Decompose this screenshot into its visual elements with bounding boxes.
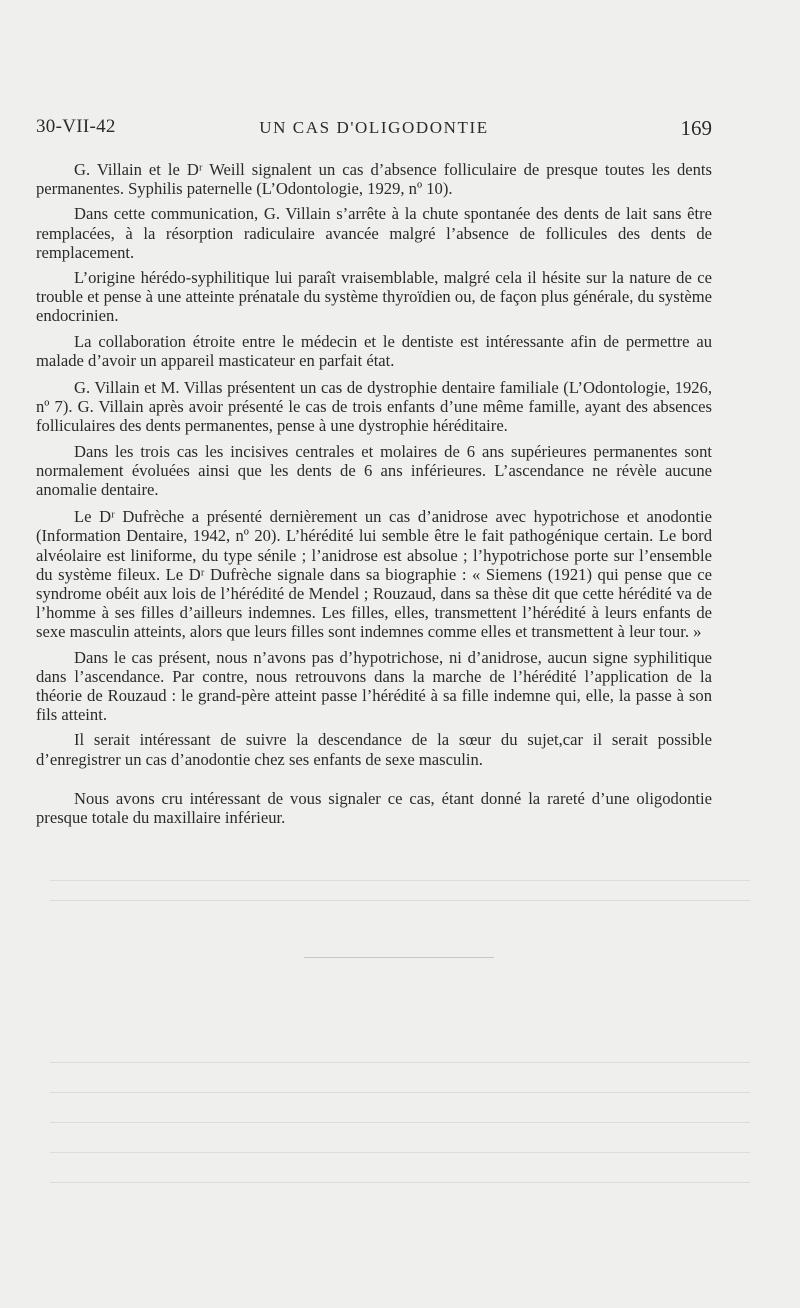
show-through-line [50,880,750,881]
header-date: 30-VII-42 [36,116,116,137]
header-title: UN CAS D'OLIGODONTIE [259,118,489,137]
document-page [36,0,712,1308]
show-through-line [50,1152,750,1153]
paragraph-cas-present: Dans le cas présent, nous n’avons pas d’hypotrichose, ni d’anidrose, aucun signe syphilitique dans l’ascendance. Par contre, nous retrouvons dans la marche de l’hérédité l’application de la théorie de Rouzaud : le grand-père atteint passe l’hérédité à sa fille indemne qui, elle, la passe à son fils atteint. [36,647,712,725]
paragraph-conclusion: Nous avons cru intéressant de vous signaler ce cas, étant donné la rareté d’une oligodontie presque totale du maxillaire inférieur. [36,788,712,828]
show-through-rule [304,957,494,958]
paragraph-collaboration: La collaboration étroite entre le médecin et le dentiste est intéressante afin de permettre au malade d’avoir un appareil masticateur en parfait état. [36,331,712,370]
paragraph-origine: L’origine hérédo-syphilitique lui paraît vraisemblable, malgré cela il hésite sur la nature de ce trouble et pense à une atteinte prénatale du système thyroïdien ou, de façon plus générale, du système endocrinien. [36,268,712,326]
show-through-line [50,900,750,901]
show-through-line [50,1122,750,1123]
show-through-line [50,1182,750,1183]
paragraph-villain-weill: G. Villain et le Dʳ Weill signalent un cas d’absence folliculaire de presque toutes les dents permanentes. Syphilis paternelle (L’Odontologie, 1929, nº 10). [36,160,712,199]
page-number: 169 [680,116,712,140]
paragraph-villain-villas: G. Villain et M. Villas présentent un cas de dystrophie dentaire familiale (L’Odontologie, 1926, nº 7). G. Villain après avoir présenté le cas de trois enfants d’une même famille, ayant des absences folliculaires des dents permanentes, pense à une dystrophie héréditaire. [36,378,712,436]
article-body [36,160,712,833]
show-through-line [50,1092,750,1093]
running-header [36,116,712,142]
paragraph-dufreche: Le Dʳ Dufrèche a présenté dernièrement un cas d’anidrose avec hypotrichose et anodontie (Information Dentaire, 1942, nº 20). L’hérédité lui semble être le fait pathogénique certain. Le bord alvéolaire est liniforme, du type sénile ; l’anidrose est absolue ; l’hypotrichose porte sur l’ensemble du système fileux. Le Dʳ Dufrèche signale dans sa biographie : « Siemens (1921) qui pense que ce syndrome obéit aux lois de l’hérédité de Mendel ; Rouzaud, dans sa thèse dit que cette hérédité va de l’homme à ses filles d’ailleurs indemnes. Les filles, elles, transmettent l’hérédité à leurs enfants de sexe masculin atteints, alors que leurs filles sont indemnes comme elles et transmettent à leur tour. » [36,507,712,642]
paragraph-trois-cas: Dans les trois cas les incisives centrales et molaires de 6 ans supérieures permanentes sont normalement évoluées ainsi que les dents de 6 ans inférieures. L’ascendance ne révèle aucune anomalie dentaire. [36,441,712,500]
paragraph-descendance: Il serait intéressant de suivre la descendance de la sœur du sujet,car il serait possible d’enregistrer un cas d’anodontie chez ses enfants de sexe masculin. [36,730,712,769]
show-through-line [50,1062,750,1063]
paragraph-communication: Dans cette communication, G. Villain s’arrête à la chute spontanée des dents de lait sans être remplacées, à la résorption radiculaire avancée malgré l’absence de follicules des dents de remplacement. [36,204,712,262]
